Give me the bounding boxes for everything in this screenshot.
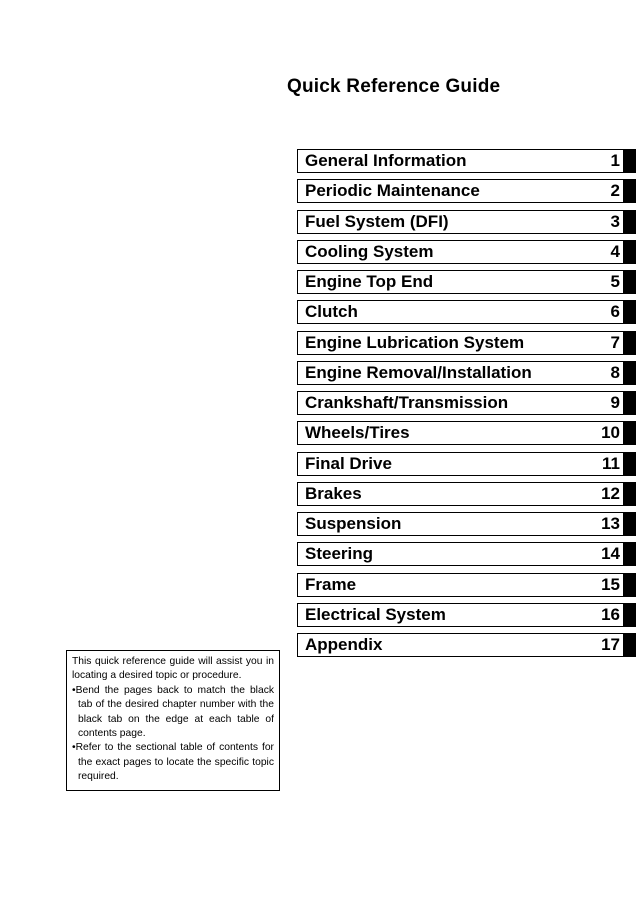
toc-item-label: Engine Lubrication System — [305, 332, 525, 352]
toc-item-crankshaft-transmission[interactable] — [297, 391, 636, 415]
toc-item-label: Appendix — [305, 635, 383, 654]
toc-item-number: 11 — [602, 453, 620, 473]
toc-item-final-drive[interactable] — [297, 452, 636, 476]
toc-item-suspension[interactable] — [297, 512, 636, 536]
toc-item-electrical-system[interactable] — [297, 603, 636, 627]
toc-item-label: Engine Removal/Installation — [305, 362, 532, 382]
chapter-tab-marker — [623, 270, 636, 294]
chapter-tab-marker — [623, 633, 636, 657]
toc-item-general-information[interactable] — [297, 149, 636, 173]
chapter-tab-marker — [623, 179, 636, 203]
chapter-tab-marker — [623, 603, 636, 627]
page-title: Quick Reference Guide — [287, 76, 501, 97]
toc-item-number: 13 — [601, 514, 620, 533]
toc-item-periodic-maintenance[interactable] — [297, 179, 636, 203]
toc-item-label: Crankshaft/Transmission — [305, 393, 509, 412]
toc-item-label: Steering — [305, 544, 374, 564]
toc-item-label: Fuel System (DFI) — [305, 211, 449, 231]
usage-note-intro: This quick reference guide will assist you in locating a desired topic or procedure. — [72, 656, 274, 682]
toc-item-engine-top-end[interactable] — [297, 270, 636, 294]
toc-item-label: Periodic Maintenance — [305, 181, 480, 201]
toc-item-label: Brakes — [305, 483, 362, 503]
toc-item-appendix[interactable] — [297, 633, 636, 657]
toc-item-number: 7 — [610, 332, 620, 352]
chapter-tab-marker — [623, 391, 636, 415]
usage-note-bullet: •Bend the pages back to match the black tab of the desired chapter number with the black tab on the edge at each table of contents page. — [72, 684, 274, 740]
toc-item-label: Clutch — [305, 302, 358, 322]
chapter-tab-marker — [623, 361, 636, 385]
toc-item-clutch[interactable] — [297, 300, 636, 324]
toc-item-number: 5 — [610, 272, 620, 291]
chapter-tab-marker — [623, 210, 636, 234]
toc-item-number: 4 — [610, 241, 620, 261]
toc-item-frame[interactable] — [297, 573, 636, 597]
chapter-tab-marker — [623, 240, 636, 264]
chapter-tab-marker — [623, 542, 636, 566]
toc-item-number: 17 — [601, 635, 620, 654]
toc-item-number: 2 — [610, 181, 620, 201]
chapter-tab-marker — [623, 421, 636, 445]
toc-item-label: Suspension — [305, 514, 402, 533]
toc-item-cooling-system[interactable] — [297, 240, 636, 264]
toc-item-label: Frame — [305, 574, 357, 594]
toc-item-label: Cooling System — [305, 241, 434, 261]
chapter-tab-marker — [623, 512, 636, 536]
toc-item-number: 16 — [601, 604, 620, 624]
chapter-tab-marker — [623, 482, 636, 506]
toc-item-number: 8 — [610, 362, 620, 382]
toc-item-engine-lubrication-system[interactable] — [297, 331, 636, 355]
toc-item-number: 6 — [610, 302, 620, 322]
toc-item-engine-removal-installation[interactable] — [297, 361, 636, 385]
toc-item-fuel-system[interactable] — [297, 210, 636, 234]
toc-item-label: Electrical System — [305, 604, 446, 624]
toc-item-wheels-tires[interactable] — [297, 421, 636, 445]
toc-item-steering[interactable] — [297, 542, 636, 566]
toc-item-number: 1 — [610, 151, 620, 170]
chapter-tab-marker — [623, 300, 636, 324]
toc-item-number: 10 — [601, 423, 620, 443]
toc-item-number: 15 — [601, 574, 620, 594]
chapter-tab-marker — [623, 149, 636, 173]
table-of-contents — [297, 149, 636, 663]
toc-item-number: 9 — [610, 393, 620, 412]
toc-item-label: Wheels/Tires — [305, 423, 410, 443]
usage-note-box — [66, 650, 280, 791]
toc-item-number: 12 — [601, 483, 620, 503]
toc-item-number: 3 — [610, 211, 620, 231]
toc-item-label: Engine Top End — [305, 272, 434, 291]
chapter-tab-marker — [623, 452, 636, 476]
toc-item-label: General Information — [305, 151, 467, 170]
toc-item-number: 14 — [601, 544, 620, 564]
toc-item-label: Final Drive — [305, 453, 392, 473]
usage-note-bullet: •Refer to the sectional table of contents for the exact pages to locate the specific topic required. — [72, 742, 274, 783]
toc-item-brakes[interactable] — [297, 482, 636, 506]
chapter-tab-marker — [623, 331, 636, 355]
chapter-tab-marker — [623, 573, 636, 597]
